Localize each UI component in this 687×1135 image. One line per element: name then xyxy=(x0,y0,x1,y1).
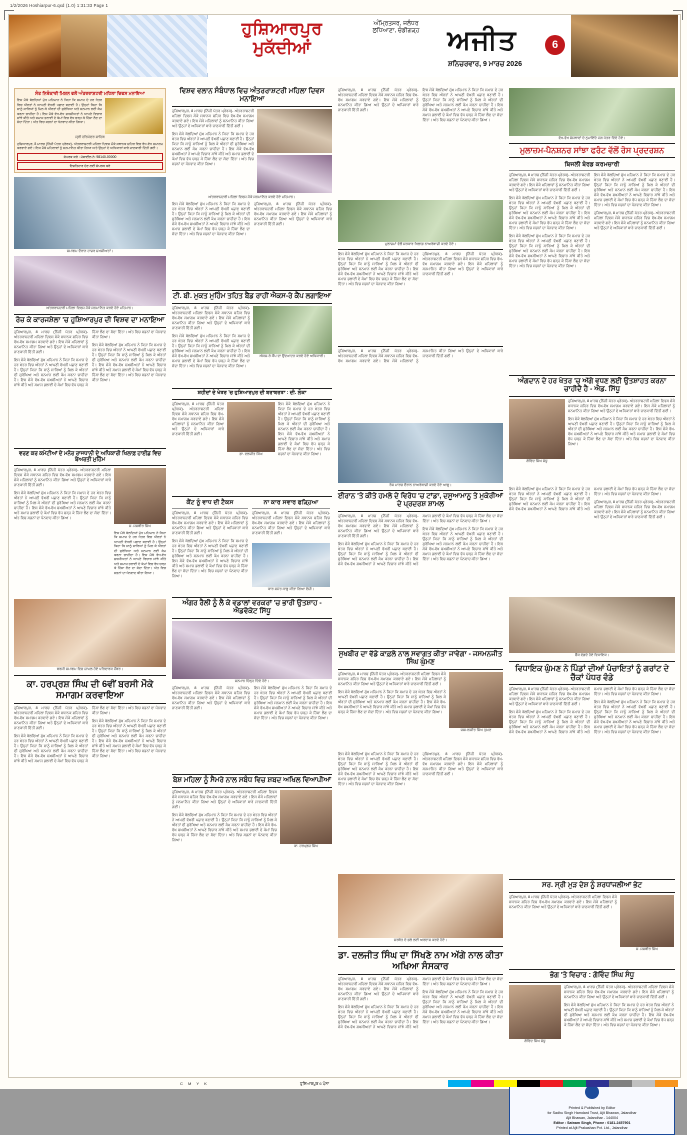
article-5-p1: ਇਸ ਮੌਕੇ ਬੋਲਦਿਆਂ ਮੁੱਖ ਮਹਿਮਾਨ ਨੇ ਕਿਹਾ ਕਿ ਸਮਾਜ ਦੇ ਹਰ ਖੇਤਰ ਵਿਚ ਔਰਤਾਂ ਨੇ ਆਪਣੀ ਵੱਖਰੀ ਪਛਾਣ ਬਣਾਈ ਹੈ। ਉਨ੍ਹਾਂ ਕਿਹਾ ਕਿ ਸਾਨੂੰ ਸਾਰਿਆਂ ਨੂੰ ਮਿਲ ਕੇ ਔਰਤਾਂ ਦੀ ਸੁਰੱਖਿਆ ਅਤੇ ਸਨਮਾਨ ਲਈ ਕੰਮ ਕਰਨਾ ਚਾਹੀਦਾ ਹੈ। ਇਸ ਮੌਕੇ ਵੱਖ-ਵੱਖ ਸ਼ਖਸੀਅਤਾਂ ਨੇ ਆਪਣੇ ਵਿਚਾਰ ਸਾਂਝੇ ਕੀਤੇ ਅਤੇ ਸਮਾਜ ਭਲਾਈ ਦੇ ਕੰਮਾਂ ਵਿਚ ਵੱਧ ਚੜ੍ਹ ਕੇ ਹਿੱਸਾ ਲੈਣ ਦਾ ਸੱਦਾ ਦਿੱਤਾ। ਅੰਤ ਵਿਚ ਸਭਨਾਂ ਦਾ ਧੰਨਵਾਦ ਕੀਤਾ ਗਿਆ। xyxy=(568,417,675,446)
news-photo-8 xyxy=(338,200,503,242)
article-1-lead: ਹੁਸ਼ਿਆਰਪੁਰ, 8 ਮਾਰਚ (ਨਿੱਜੀ ਪੱਤਰ ਪ੍ਰੇਰਕ)- ਅੰਤਰਰਾਸ਼ਟਰੀ ਮਹਿਲਾ ਦਿਵਸ ਮੌਕੇ ਸਥਾਨਕ ਸ਼ਹਿਰ ਵਿਚ ਵੱਖ-ਵੱਖ ਸਮਾਗਮ ਕਰਵਾਏ ਗਏ। ਇਸ ਮੌਕੇ ਮਹਿਲਾਵਾਂ ਨੂੰ ਸਨਮਾਨਿਤ ਕੀਤਾ ਗਿਆ ਅਤੇ ਉਨ੍ਹਾਂ ਦੇ ਅਧਿਕਾਰਾਂ ਬਾਰੇ ਜਾਣਕਾਰੀ ਦਿੱਤੀ ਗਈ। xyxy=(172,109,254,129)
portrait-7-name: ਗੋਵਿੰਦ ਸਿੰਘ ਸੰਧੂ xyxy=(524,1039,546,1044)
article-17-body xyxy=(338,977,503,1115)
article-5-p3: ਹੁਸ਼ਿਆਰਪੁਰ, 8 ਮਾਰਚ (ਨਿੱਜੀ ਪੱਤਰ ਪ੍ਰੇਰਕ)- ਅੰਤਰਰਾਸ਼ਟਰੀ ਮਹਿਲਾ ਦਿਵਸ ਮੌਕੇ ਸਥਾਨਕ ਸ਼ਹਿਰ ਵਿਚ ਵੱਖ-ਵੱਖ ਸਮਾਗਮ ਕਰਵਾਏ ਗਏ। ਇਸ ਮੌਕੇ ਮਹਿਲਾਵਾਂ ਨੂੰ ਸਨਮਾਨਿਤ ਕੀਤਾ ਗਿਆ ਅਤੇ ਉਨ੍ਹਾਂ ਦੇ ਅਧਿਕਾਰਾਂ ਬਾਰੇ ਜਾਣਕਾਰੀ ਦਿੱਤੀ ਗਈ। xyxy=(594,500,675,519)
article-7-p1: ਇਸ ਮੌਕੇ ਬੋਲਦਿਆਂ ਮੁੱਖ ਮਹਿਮਾਨ ਨੇ ਕਿਹਾ ਕਿ ਸਮਾਜ ਦੇ ਹਰ ਖੇਤਰ ਵਿਚ ਔਰਤਾਂ ਨੇ ਆਪਣੀ ਵੱਖਰੀ ਪਛਾਣ ਬਣਾਈ ਹੈ। ਉਨ੍ਹਾਂ ਕਿਹਾ ਕਿ ਸਾਨੂੰ ਸਾਰਿਆਂ ਨੂੰ ਮਿਲ ਕੇ ਔਰਤਾਂ ਦੀ ਸੁਰੱਖਿਆ ਅਤੇ ਸਨਮਾਨ ਲਈ ਕੰਮ ਕਰਨਾ ਚਾਹੀਦਾ ਹੈ। ਇਸ ਮੌਕੇ ਵੱਖ-ਵੱਖ ਸ਼ਖਸੀਅਤਾਂ ਨੇ ਆਪਣੇ ਵਿਚਾਰ ਸਾਂਝੇ ਕੀਤੇ ਅਤੇ ਸਮਾਜ ਭਲਾਈ ਦੇ ਕੰਮਾਂ ਵਿਚ ਵੱਧ ਚੜ੍ਹ ਕੇ ਹਿੱਸਾ ਲੈਣ ਦਾ ਸੱਦਾ ਦਿੱਤਾ। ਅੰਤ ਵਿਚ ਸਭਨਾਂ ਦਾ ਧੰਨਵਾਦ ਕੀਤਾ ਗਿਆ। xyxy=(172,538,248,578)
news-photo-12-caption: ਚੈੱਕ ਵੰਡਦੇ ਹੋਏ ਵਿਧਾਇਕ। xyxy=(574,653,610,657)
article-18-lead: ਹੁਸ਼ਿਆਰਪੁਰ, 8 ਮਾਰਚ (ਨਿੱਜੀ ਪੱਤਰ ਪ੍ਰੇਰਕ)- ਅੰਤਰਰਾਸ਼ਟਰੀ ਮਹਿਲਾ ਦਿਵਸ ਮੌਕੇ ਸਥਾਨਕ ਸ਼ਹਿਰ ਵਿਚ ਵੱਖ-ਵੱਖ ਸਮਾਗਮ ਕਰਵਾਏ ਗਏ। ਇਸ ਮੌਕੇ ਮਹਿਲਾਵਾਂ ਨੂੰ ਸਨਮਾਨਿਤ ਕੀਤਾ ਗਿਆ ਅਤੇ ਉਨ੍ਹਾਂ ਦੇ ਅਧਿਕਾਰਾਂ ਬਾਰੇ ਜਾਣਕਾਰੀ ਦਿੱਤੀ ਗਈ। xyxy=(564,985,674,1000)
article-10-side-text: ਇਸ ਮੌਕੇ ਬੋਲਦਿਆਂ ਮੁੱਖ ਮਹਿਮਾਨ ਨੇ ਕਿਹਾ ਕਿ ਸਮਾਜ ਦੇ ਹਰ ਖੇਤਰ ਵਿਚ ਔਰਤਾਂ ਨੇ ਆਪਣੀ ਵੱਖਰੀ ਪਛਾਣ ਬਣਾਈ ਹੈ। ਉਨ੍ਹਾਂ ਕਿਹਾ ਕਿ ਸਾਨੂੰ ਸਾਰਿਆਂ ਨੂੰ ਮਿਲ ਕੇ ਔਰਤਾਂ ਦੀ ਸੁਰੱਖਿਆ ਅਤੇ ਸਨਮਾਨ ਲਈ ਕੰਮ ਕਰਨਾ ਚਾਹੀਦਾ ਹੈ। ਇਸ ਮੌਕੇ ਵੱਖ-ਵੱਖ ਸ਼ਖਸੀਅਤਾਂ ਨੇ ਆਪਣੇ ਵਿਚਾਰ ਸਾਂਝੇ ਕੀਤੇ ਅਤੇ ਸਮਾਜ ਭਲਾਈ ਦੇ ਕੰਮਾਂ ਵਿਚ ਵੱਧ ਚੜ੍ਹ ਕੇ ਹਿੱਸਾ ਲੈਣ ਦਾ ਸੱਦਾ ਦਿੱਤਾ। ਅੰਤ ਵਿਚ ਸਭਨਾਂ ਦਾ ਧੰਨਵਾਦ ਕੀਤਾ ਗਿਆ। xyxy=(114,530,166,575)
portrait-photo-2 xyxy=(227,402,275,452)
article-15-p1: ਇਸ ਮੌਕੇ ਬੋਲਦਿਆਂ ਮੁੱਖ ਮਹਿਮਾਨ ਨੇ ਕਿਹਾ ਕਿ ਸਮਾਜ ਦੇ ਹਰ ਖੇਤਰ ਵਿਚ ਔਰਤਾਂ ਨੇ ਆਪਣੀ ਵੱਖਰੀ ਪਛਾਣ ਬਣਾਈ ਹੈ। ਉਨ੍ਹਾਂ ਕਿਹਾ ਕਿ ਸਾਨੂੰ ਸਾਰਿਆਂ ਨੂੰ ਮਿਲ ਕੇ ਔਰਤਾਂ ਦੀ ਸੁਰੱਖਿਆ ਅਤੇ ਸਨਮਾਨ ਲਈ ਕੰਮ ਕਰਨਾ ਚਾਹੀਦਾ ਹੈ। ਇਸ ਮੌਕੇ ਵੱਖ-ਵੱਖ ਸ਼ਖਸੀਅਤਾਂ ਨੇ ਆਪਣੇ ਵਿਚਾਰ ਸਾਂਝੇ ਕੀਤੇ ਅਤੇ ਸਮਾਜ ਭਲਾਈ ਦੇ ਕੰਮਾਂ ਵਿਚ ਵੱਧ ਚੜ੍ਹ ਕੇ ਹਿੱਸਾ ਲੈਣ ਦਾ ਸੱਦਾ ਦਿੱਤਾ। ਅੰਤ ਵਿਚ ਸਭਨਾਂ ਦਾ ਧੰਨਵਾਦ ਕੀਤਾ ਗਿਆ। xyxy=(14,706,166,764)
article-15-p2: ਇਸ ਮੌਕੇ ਬੋਲਦਿਆਂ ਮੁੱਖ ਮਹਿਮਾਨ ਨੇ ਕਿਹਾ ਕਿ ਸਮਾਜ ਦੇ ਹਰ ਖੇਤਰ ਵਿਚ ਔਰਤਾਂ ਨੇ ਆਪਣੀ ਵੱਖਰੀ ਪਛਾਣ ਬਣਾਈ ਹੈ। ਉਨ੍ਹਾਂ ਕਿਹਾ ਕਿ ਸਾਨੂੰ ਸਾਰਿਆਂ ਨੂੰ ਮਿਲ ਕੇ ਔਰਤਾਂ ਦੀ ਸੁਰੱਖਿਆ ਅਤੇ ਸਨਮਾਨ ਲਈ ਕੰਮ ਕਰਨਾ ਚਾਹੀਦਾ ਹੈ। ਇਸ ਮੌਕੇ ਵੱਖ-ਵੱਖ ਸ਼ਖਸੀਅਤਾਂ ਨੇ ਆਪਣੇ ਵਿਚਾਰ ਸਾਂਝੇ ਕੀਤੇ ਅਤੇ ਸਮਾਜ ਭਲਾਈ ਦੇ ਕੰਮਾਂ ਵਿਚ ਵੱਧ ਚੜ੍ਹ ਕੇ ਹਿੱਸਾ ਲੈਣ ਦਾ ਸੱਦਾ ਦਿੱਤਾ। ਅੰਤ ਵਿਚ ਸਭਨਾਂ ਦਾ ਧੰਨਵਾਦ ਕੀਤਾ ਗਿਆ। xyxy=(92,719,166,759)
article-2-p2: ਇਸ ਮੌਕੇ ਬੋਲਦਿਆਂ ਮੁੱਖ ਮਹਿਮਾਨ ਨੇ ਕਿਹਾ ਕਿ ਸਮਾਜ ਦੇ ਹਰ ਖੇਤਰ ਵਿਚ ਔਰਤਾਂ ਨੇ ਆਪਣੀ ਵੱਖਰੀ ਪਛਾਣ ਬਣਾਈ ਹੈ। ਉਨ੍ਹਾਂ ਕਿਹਾ ਕਿ ਸਾਨੂੰ ਸਾਰਿਆਂ ਨੂੰ ਮਿਲ ਕੇ ਔਰਤਾਂ ਦੀ ਸੁਰੱਖਿਆ ਅਤੇ ਸਨਮਾਨ ਲਈ ਕੰਮ ਕਰਨਾ ਚਾਹੀਦਾ ਹੈ। ਇਸ ਮੌਕੇ ਵੱਖ-ਵੱਖ ਸ਼ਖਸੀਅਤਾਂ ਨੇ ਆਪਣੇ ਵਿਚਾਰ ਸਾਂਝੇ ਕੀਤੇ ਅਤੇ ਸਮਾਜ ਭਲਾਈ ਦੇ ਕੰਮਾਂ ਵਿਚ ਵੱਧ ਚੜ੍ਹ ਕੇ ਹਿੱਸਾ ਲੈਣ ਦਾ ਸੱਦਾ ਦਿੱਤਾ। ਅੰਤ ਵਿਚ ਸਭਨਾਂ ਦਾ ਧੰਨਵਾਦ ਕੀਤਾ ਗਿਆ। xyxy=(509,233,590,268)
article-top-c3 xyxy=(338,88,503,200)
news-photo-9-caption: ਰੋਸ ਮਾਰਚ ਦੌਰਾਨ ਨਾਅਰੇਬਾਜ਼ੀ ਕਰਦੇ ਹੋਏ ਆਗੂ। xyxy=(389,482,452,487)
article-2-lead: ਹੁਸ਼ਿਆਰਪੁਰ, 8 ਮਾਰਚ (ਨਿੱਜੀ ਪੱਤਰ ਪ੍ਰੇਰਕ)- ਅੰਤਰਰਾਸ਼ਟਰੀ ਮਹਿਲਾ ਦਿਵਸ ਮੌਕੇ ਸਥਾਨਕ ਸ਼ਹਿਰ ਵਿਚ ਵੱਖ-ਵੱਖ ਸਮਾਗਮ ਕਰਵਾਏ ਗਏ। ਇਸ ਮੌਕੇ ਮਹਿਲਾਵਾਂ ਨੂੰ ਸਨਮਾਨਿਤ ਕੀਤਾ ਗਿਆ ਅਤੇ ਉਨ੍ਹਾਂ ਦੇ ਅਧਿਕਾਰਾਂ ਬਾਰੇ ਜਾਣਕਾਰੀ ਦਿੱਤੀ ਗਈ। xyxy=(509,172,590,192)
imprint-line4: Editor : Satnam Singh, Phone : 0181-2457901 xyxy=(553,1121,631,1126)
article-19-body xyxy=(14,330,166,446)
masthead-photo-left-2 xyxy=(61,15,107,77)
headline-12: ਸੁਖਬੀਰ ਦਾ ਵੱਡੇ ਕਾਫ਼ਲੇ ਨਾਲ ਸਵਾਗਤ ਕੀਤਾ ਜਾਵੇਗਾ - ਜਸਮਨਜੀਤ ਸਿੰਘ ਘੁੰਮਣ xyxy=(338,651,503,667)
article-19-p2: ਇਸ ਮੌਕੇ ਬੋਲਦਿਆਂ ਮੁੱਖ ਮਹਿਮਾਨ ਨੇ ਕਿਹਾ ਕਿ ਸਮਾਜ ਦੇ ਹਰ ਖੇਤਰ ਵਿਚ ਔਰਤਾਂ ਨੇ ਆਪਣੀ ਵੱਖਰੀ ਪਛਾਣ ਬਣਾਈ ਹੈ। ਉਨ੍ਹਾਂ ਕਿਹਾ ਕਿ ਸਾਨੂੰ ਸਾਰਿਆਂ ਨੂੰ ਮਿਲ ਕੇ ਔਰਤਾਂ ਦੀ ਸੁਰੱਖਿਆ ਅਤੇ ਸਨਮਾਨ ਲਈ ਕੰਮ ਕਰਨਾ ਚਾਹੀਦਾ ਹੈ। ਇਸ ਮੌਕੇ ਵੱਖ-ਵੱਖ ਸ਼ਖਸੀਅਤਾਂ ਨੇ ਆਪਣੇ ਵਿਚਾਰ ਸਾਂਝੇ ਕੀਤੇ ਅਤੇ ਸਮਾਜ ਭਲਾਈ ਦੇ ਕੰਮਾਂ ਵਿਚ ਵੱਧ ਚੜ੍ਹ ਕੇ ਹਿੱਸਾ ਲੈਣ ਦਾ ਸੱਦਾ ਦਿੱਤਾ। ਅੰਤ ਵਿਚ ਸਭਨਾਂ ਦਾ ਧੰਨਵਾਦ ਕੀਤਾ ਗਿਆ। xyxy=(92,342,166,382)
article-6-body xyxy=(172,402,224,494)
news-photo-10 xyxy=(338,874,503,938)
headline-5: ਅੰਗਦਾਨ ਦੇ ਹਰ ਖੇਤਰ 'ਚ ਅੱਗੇ ਵਧਣ ਲਈ ਉਤਸ਼ਾਹਤ ਕਰਨਾ ਚਾਹੀਦੈ ਹੈ - ਐਡ. ਸਿੱਧੂ xyxy=(517,377,667,393)
portrait-5-name: ਗੋਵਿੰਦ ਸਿੰਘ ਸੰਧੂ xyxy=(526,459,548,463)
portrait-4-name: ਜਸਮਨਜੀਤ ਸਿੰਘ ਘੁੰਮਣ xyxy=(460,728,492,733)
portrait-6-name: ਸ. ਜਸਬੀਰ ਸਿੰਘ xyxy=(636,947,658,952)
portrait-photo-1 xyxy=(114,468,166,524)
article-12-body xyxy=(338,672,446,750)
headline-15: ਕਾ. ਹਰਪ੍ਰਸ਼ ਸਿੰਘ ਦੀ 6ਵੀਂ ਬਰਸੀ ਮੌਕੇ ਸਮਾਗਮ ਕਰਵਾਇਆ xyxy=(26,678,154,700)
publisher-logo-icon xyxy=(585,1085,599,1099)
masthead-title-line1: ਹੁਸ਼ਿਆਰਪੁਰ xyxy=(241,19,323,38)
headline-4: ਟੀ. ਬੀ. ਮੁਕਤ ਮੁਹਿੰਮ ਤਹਿਤ ਬੈਂਡ ਰਾਹੀਂ ਐਕਸ-ਰੇ ਕੈਂਪ ਲਗਾਇਆ xyxy=(173,292,331,300)
article-9-lead: ਹੁਸ਼ਿਆਰਪੁਰ, 8 ਮਾਰਚ (ਨਿੱਜੀ ਪੱਤਰ ਪ੍ਰੇਰਕ)- ਅੰਤਰਰਾਸ਼ਟਰੀ ਮਹਿਲਾ ਦਿਵਸ ਮੌਕੇ ਸਥਾਨਕ ਸ਼ਹਿਰ ਵਿਚ ਵੱਖ-ਵੱਖ ਸਮਾਗਮ ਕਰਵਾਏ ਗਏ। ਇਸ ਮੌਕੇ ਮਹਿਲਾਵਾਂ ਨੂੰ ਸਨਮਾਨਿਤ ਕੀਤਾ ਗਿਆ ਅਤੇ ਉਨ੍ਹਾਂ ਦੇ ਅਧਿਕਾਰਾਂ ਬਾਰੇ ਜਾਣਕਾਰੀ ਦਿੱਤੀ ਗਈ। xyxy=(338,514,419,539)
news-photo-8-caption: ਮੁਲਾਜ਼ਮਾਂ ਵੱਲੋਂ ਸਰਕਾਰ ਖਿਲਾਫ਼ ਨਾਅਰੇਬਾਜ਼ੀ ਕਰਦੇ ਹੋਏ। xyxy=(384,242,457,246)
article-9-body xyxy=(338,514,503,646)
article-6-body-2: ਇਸ ਮੌਕੇ ਬੋਲਦਿਆਂ ਮੁੱਖ ਮਹਿਮਾਨ ਨੇ ਕਿਹਾ ਕਿ ਸਮਾਜ ਦੇ ਹਰ ਖੇਤਰ ਵਿਚ ਔਰਤਾਂ ਨੇ ਆਪਣੀ ਵੱਖਰੀ ਪਛਾਣ ਬਣਾਈ ਹੈ। ਉਨ੍ਹਾਂ ਕਿਹਾ ਕਿ ਸਾਨੂੰ ਸਾਰਿਆਂ ਨੂੰ ਮਿਲ ਕੇ ਔਰਤਾਂ ਦੀ ਸੁਰੱਖਿਆ ਅਤੇ ਸਨਮਾਨ ਲਈ ਕੰਮ ਕਰਨਾ ਚਾਹੀਦਾ ਹੈ। ਇਸ ਮੌਕੇ ਵੱਖ-ਵੱਖ ਸ਼ਖਸੀਅਤਾਂ ਨੇ ਆਪਣੇ ਵਿਚਾਰ ਸਾਂਝੇ ਕੀਤੇ ਅਤੇ ਸਮਾਜ ਭਲਾਈ ਦੇ ਕੰਮਾਂ ਵਿਚ ਵੱਧ ਚੜ੍ਹ ਕੇ ਹਿੱਸਾ ਲੈਣ ਦਾ ਸੱਦਾ ਦਿੱਤਾ। ਅੰਤ ਵਿਚ ਸਭਨਾਂ ਦਾ ਧੰਨਵਾਦ ਕੀਤਾ ਗਿਆ। xyxy=(278,401,330,456)
imprint-line1: Printed & Published by Editor xyxy=(568,1106,616,1111)
ad-block-top-left xyxy=(14,88,166,173)
ad-photo-golden-temple xyxy=(105,98,163,134)
article-10-lead: ਹੁਸ਼ਿਆਰਪੁਰ, 8 ਮਾਰਚ (ਨਿੱਜੀ ਪੱਤਰ ਪ੍ਰੇਰਕ)- ਅੰਤਰਰਾਸ਼ਟਰੀ ਮਹਿਲਾ ਦਿਵਸ ਮੌਕੇ ਸਥਾਨਕ ਸ਼ਹਿਰ ਵਿਚ ਵੱਖ-ਵੱਖ ਸਮਾਗਮ ਕਰਵਾਏ ਗਏ। ਇਸ ਮੌਕੇ ਮਹਿਲਾਵਾਂ ਨੂੰ ਸਨਮਾਨਿਤ ਕੀਤਾ ਗਿਆ ਅਤੇ ਉਨ੍ਹਾਂ ਦੇ ਅਧਿਕਾਰਾਂ ਬਾਰੇ ਜਾਣਕਾਰੀ ਦਿੱਤੀ ਗਈ। xyxy=(14,468,111,488)
article-11-body xyxy=(172,686,332,772)
portrait-photo-7 xyxy=(509,985,561,1039)
article-c3-2-p2: ਹੁਸ਼ਿਆਰਪੁਰ, 8 ਮਾਰਚ (ਨਿੱਜੀ ਪੱਤਰ ਪ੍ਰੇਰਕ)- ਅੰਤਰਰਾਸ਼ਟਰੀ ਮਹਿਲਾ ਦਿਵਸ ਮੌਕੇ ਸਥਾਨਕ ਸ਼ਹਿਰ ਵਿਚ ਵੱਖ-ਵੱਖ ਸਮਾਗਮ ਕਰਵਾਏ ਗਏ। ਇਸ ਮੌਕੇ ਮਹਿਲਾਵਾਂ ਨੂੰ ਸਨਮਾਨਿਤ ਕੀਤਾ ਗਿਆ ਅਤੇ ਉਨ੍ਹਾਂ ਦੇ ਅਧਿਕਾਰਾਂ ਬਾਰੇ ਜਾਣਕਾਰੀ ਦਿੱਤੀ ਗਈ। xyxy=(422,251,503,276)
article-17-lead: ਹੁਸ਼ਿਆਰਪੁਰ, 8 ਮਾਰਚ (ਨਿੱਜੀ ਪੱਤਰ ਪ੍ਰੇਰਕ)- ਅੰਤਰਰਾਸ਼ਟਰੀ ਮਹਿਲਾ ਦਿਵਸ ਮੌਕੇ ਸਥਾਨਕ ਸ਼ਹਿਰ ਵਿਚ ਵੱਖ-ਵੱਖ ਸਮਾਗਮ ਕਰਵਾਏ ਗਏ। ਇਸ ਮੌਕੇ ਮਹਿਲਾਵਾਂ ਨੂੰ ਸਨਮਾਨਿਤ ਕੀਤਾ ਗਿਆ ਅਤੇ ਉਨ੍ਹਾਂ ਦੇ ਅਧਿਕਾਰਾਂ ਬਾਰੇ ਜਾਣਕਾਰੀ ਦਿੱਤੀ ਗਈ। xyxy=(338,977,419,1002)
news-photo-1 xyxy=(14,177,166,249)
article-10-body xyxy=(14,468,111,596)
imprint-line5: Printed at Ajit Prakashan Pvt. Ltd., Jalandhar xyxy=(556,1126,628,1131)
article-2-body xyxy=(509,173,590,373)
news-photo-7-caption: ਸਨਮਾਨ ਚਿੰਨ੍ਹ ਦਿੰਦੇ ਹੋਏ। xyxy=(234,678,270,683)
news-photo-6-caption: ਐਕਸ-ਰੇ ਕੈਂਪ ਦਾ ਉਦਘਾਟਨ ਕਰਦੇ ਹੋਏ ਅਧਿਕਾਰੀ। xyxy=(259,353,326,358)
news-photo-11 xyxy=(509,88,675,136)
headline-10: ਵਰਣ ਕਰ ਕਮੇਟੀਆਂ ਦੇ ਮਨੋਰ ਰਾਜਧਾਨੀ ਦੇ ਅਧਿਕਾਰੀ ਖਿਲਾਫ਼ ਹਾਈਡ ਵਿਚ ਬੇਅਰਤੀ ਮੁਹਿੰਮ xyxy=(18,450,162,464)
article-5-cont xyxy=(509,487,675,595)
ad-title: ਸੰਤ ਨਿਰੰਕਾਰੀ ਮਿਸ਼ਨ ਵਲੋਂ ਅੰਤਰਰਾਸ਼ਟਰੀ ਮਹਿਲਾ ਦਿਵਸ ਮਨਾਇਆ xyxy=(35,91,145,96)
news-photo-2 xyxy=(14,256,166,306)
article-7-body xyxy=(172,511,248,595)
article-12-p3: ਹੁਸ਼ਿਆਰਪੁਰ, 8 ਮਾਰਚ (ਨਿੱਜੀ ਪੱਤਰ ਪ੍ਰੇਰਕ)- ਅੰਤਰਰਾਸ਼ਟਰੀ ਮਹਿਲਾ ਦਿਵਸ ਮੌਕੇ ਸਥਾਨਕ ਸ਼ਹਿਰ ਵਿਚ ਵੱਖ-ਵੱਖ ਸਮਾਗਮ ਕਰਵਾਏ ਗਏ। ਇਸ ਮੌਕੇ ਮਹਿਲਾਵਾਂ ਨੂੰ ਸਨਮਾਨਿਤ ਕੀਤਾ ਗਿਆ ਅਤੇ ਉਨ੍ਹਾਂ ਦੇ ਅਧਿਕਾਰਾਂ ਬਾਰੇ ਜਾਣਕਾਰੀ ਦਿੱਤੀ ਗਈ। xyxy=(422,752,503,777)
masthead-pattern xyxy=(107,15,208,77)
headline-2: ਮੁਲਾਜ਼ਮ-ਪੈਨਸ਼ਨਰ ਸਾਂਝਾ ਫਰੰਟ ਵੱਲੋਂ ਰੋਸ ਪ੍ਰਦਰਸ਼ਨ xyxy=(519,145,665,155)
article-12-lead: ਹੁਸ਼ਿਆਰਪੁਰ, 8 ਮਾਰਚ (ਨਿੱਜੀ ਪੱਤਰ ਪ੍ਰੇਰਕ)- ਅੰਤਰਰਾਸ਼ਟਰੀ ਮਹਿਲਾ ਦਿਵਸ ਮੌਕੇ ਸਥਾਨਕ ਸ਼ਹਿਰ ਵਿਚ ਵੱਖ-ਵੱਖ ਸਮਾਗਮ ਕਰਵਾਏ ਗਏ। ਇਸ ਮੌਕੇ ਮਹਿਲਾਵਾਂ ਨੂੰ ਸਨਮਾਨਿਤ ਕੀਤਾ ਗਿਆ ਅਤੇ ਉਨ੍ਹਾਂ ਦੇ ਅਧਿਕਾਰਾਂ ਬਾਰੇ ਜਾਣਕਾਰੀ ਦਿੱਤੀ ਗਈ। xyxy=(338,672,446,687)
article-10-p1: ਇਸ ਮੌਕੇ ਬੋਲਦਿਆਂ ਮੁੱਖ ਮਹਿਮਾਨ ਨੇ ਕਿਹਾ ਕਿ ਸਮਾਜ ਦੇ ਹਰ ਖੇਤਰ ਵਿਚ ਔਰਤਾਂ ਨੇ ਆਪਣੀ ਵੱਖਰੀ ਪਛਾਣ ਬਣਾਈ ਹੈ। ਉਨ੍ਹਾਂ ਕਿਹਾ ਕਿ ਸਾਨੂੰ ਸਾਰਿਆਂ ਨੂੰ ਮਿਲ ਕੇ ਔਰਤਾਂ ਦੀ ਸੁਰੱਖਿਆ ਅਤੇ ਸਨਮਾਨ ਲਈ ਕੰਮ ਕਰਨਾ ਚਾਹੀਦਾ ਹੈ। ਇਸ ਮੌਕੇ ਵੱਖ-ਵੱਖ ਸ਼ਖਸੀਅਤਾਂ ਨੇ ਆਪਣੇ ਵਿਚਾਰ ਸਾਂਝੇ ਕੀਤੇ ਅਤੇ ਸਮਾਜ ਭਲਾਈ ਦੇ ਕੰਮਾਂ ਵਿਚ ਵੱਧ ਚੜ੍ਹ ਕੇ ਹਿੱਸਾ ਲੈਣ ਦਾ ਸੱਦਾ ਦਿੱਤਾ। ਅੰਤ ਵਿਚ ਸਭਨਾਂ ਦਾ ਧੰਨਵਾਦ ਕੀਤਾ ਗਿਆ। xyxy=(14,491,111,521)
article-9-p2: ਇਸ ਮੌਕੇ ਬੋਲਦਿਆਂ ਮੁੱਖ ਮਹਿਮਾਨ ਨੇ ਕਿਹਾ ਕਿ ਸਮਾਜ ਦੇ ਹਰ ਖੇਤਰ ਵਿਚ ਔਰਤਾਂ ਨੇ ਆਪਣੀ ਵੱਖਰੀ ਪਛਾਣ ਬਣਾਈ ਹੈ। ਉਨ੍ਹਾਂ ਕਿਹਾ ਕਿ ਸਾਨੂੰ ਸਾਰਿਆਂ ਨੂੰ ਮਿਲ ਕੇ ਔਰਤਾਂ ਦੀ ਸੁਰੱਖਿਆ ਅਤੇ ਸਨਮਾਨ ਲਈ ਕੰਮ ਕਰਨਾ ਚਾਹੀਦਾ ਹੈ। ਇਸ ਮੌਕੇ ਵੱਖ-ਵੱਖ ਸ਼ਖਸੀਅਤਾਂ ਨੇ ਆਪਣੇ ਵਿਚਾਰ ਸਾਂਝੇ ਕੀਤੇ ਅਤੇ ਸਮਾਜ ਭਲਾਈ ਦੇ ਕੰਮਾਂ ਵਿਚ ਵੱਧ ਚੜ੍ਹ ਕੇ ਹਿੱਸਾ ਲੈਣ ਦਾ ਸੱਦਾ ਦਿੱਤਾ। ਅੰਤ ਵਿਚ ਸਭਨਾਂ ਦਾ ਧੰਨਵਾਦ ਕੀਤਾ ਗਿਆ। xyxy=(422,527,503,562)
article-13-p1: ਇਸ ਮੌਕੇ ਬੋਲਦਿਆਂ ਮੁੱਖ ਮਹਿਮਾਨ ਨੇ ਕਿਹਾ ਕਿ ਸਮਾਜ ਦੇ ਹਰ ਖੇਤਰ ਵਿਚ ਔਰਤਾਂ ਨੇ ਆਪਣੀ ਵੱਖਰੀ ਪਛਾਣ ਬਣਾਈ ਹੈ। ਉਨ੍ਹਾਂ ਕਿਹਾ ਕਿ ਸਾਨੂੰ ਸਾਰਿਆਂ ਨੂੰ ਮਿਲ ਕੇ ਔਰਤਾਂ ਦੀ ਸੁਰੱਖਿਆ ਅਤੇ ਸਨਮਾਨ ਲਈ ਕੰਮ ਕਰਨਾ ਚਾਹੀਦਾ ਹੈ। ਇਸ ਮੌਕੇ ਵੱਖ-ਵੱਖ ਸ਼ਖਸੀਅਤਾਂ ਨੇ ਆਪਣੇ ਵਿਚਾਰ ਸਾਂਝੇ ਕੀਤੇ ਅਤੇ ਸਮਾਜ ਭਲਾਈ ਦੇ ਕੰਮਾਂ ਵਿਚ ਵੱਧ ਚੜ੍ਹ ਕੇ ਹਿੱਸਾ ਲੈਣ ਦਾ ਸੱਦਾ ਦਿੱਤਾ। ਅੰਤ ਵਿਚ ਸਭਨਾਂ ਦਾ ਧੰਨਵਾਦ ਕੀਤਾ ਗਿਆ। xyxy=(509,686,675,734)
portrait-photo-6 xyxy=(620,895,674,947)
article-c3-3-p1: ਹੁਸ਼ਿਆਰਪੁਰ, 8 ਮਾਰਚ (ਨਿੱਜੀ ਪੱਤਰ ਪ੍ਰੇਰਕ)- ਅੰਤਰਰਾਸ਼ਟਰੀ ਮਹਿਲਾ ਦਿਵਸ ਮੌਕੇ ਸਥਾਨਕ ਸ਼ਹਿਰ ਵਿਚ ਵੱਖ-ਵੱਖ ਸਮਾਗਮ ਕਰਵਾਏ ਗਏ। ਇਸ ਮੌਕੇ ਮਹਿਲਾਵਾਂ ਨੂੰ ਸਨਮਾਨਿਤ ਕੀਤਾ ਗਿਆ ਅਤੇ ਉਨ੍ਹਾਂ ਦੇ ਅਧਿਕਾਰਾਂ ਬਾਰੇ ਜਾਣਕਾਰੀ ਦਿੱਤੀ ਗਈ। xyxy=(338,348,503,363)
article-18-p1: ਇਸ ਮੌਕੇ ਬੋਲਦਿਆਂ ਮੁੱਖ ਮਹਿਮਾਨ ਨੇ ਕਿਹਾ ਕਿ ਸਮਾਜ ਦੇ ਹਰ ਖੇਤਰ ਵਿਚ ਔਰਤਾਂ ਨੇ ਆਪਣੀ ਵੱਖਰੀ ਪਛਾਣ ਬਣਾਈ ਹੈ। ਉਨ੍ਹਾਂ ਕਿਹਾ ਕਿ ਸਾਨੂੰ ਸਾਰਿਆਂ ਨੂੰ ਮਿਲ ਕੇ ਔਰਤਾਂ ਦੀ ਸੁਰੱਖਿਆ ਅਤੇ ਸਨਮਾਨ ਲਈ ਕੰਮ ਕਰਨਾ ਚਾਹੀਦਾ ਹੈ। ਇਸ ਮੌਕੇ ਵੱਖ-ਵੱਖ ਸ਼ਖਸੀਅਤਾਂ ਨੇ ਆਪਣੇ ਵਿਚਾਰ ਸਾਂਝੇ ਕੀਤੇ ਅਤੇ ਸਮਾਜ ਭਲਾਈ ਦੇ ਕੰਮਾਂ ਵਿਚ ਵੱਧ ਚੜ੍ਹ ਕੇ ਹਿੱਸਾ ਲੈਣ ਦਾ ਸੱਦਾ ਦਿੱਤਾ। ਅੰਤ ਵਿਚ ਸਭਨਾਂ ਦਾ ਧੰਨਵਾਦ ਕੀਤਾ ਗਿਆ। xyxy=(564,1003,674,1028)
imprint-box xyxy=(509,1081,675,1135)
article-11-lead: ਹੁਸ਼ਿਆਰਪੁਰ, 8 ਮਾਰਚ (ਨਿੱਜੀ ਪੱਤਰ ਪ੍ਰੇਰਕ)- ਅੰਤਰਰਾਸ਼ਟਰੀ ਮਹਿਲਾ ਦਿਵਸ ਮੌਕੇ ਸਥਾਨਕ ਸ਼ਹਿਰ ਵਿਚ ਵੱਖ-ਵੱਖ ਸਮਾਗਮ ਕਰਵਾਏ ਗਏ। ਇਸ ਮੌਕੇ ਮਹਿਲਾਵਾਂ ਨੂੰ ਸਨਮਾਨਿਤ ਕੀਤਾ ਗਿਆ ਅਤੇ ਉਨ੍ਹਾਂ ਦੇ ਅਧਿਕਾਰਾਂ ਬਾਰੇ ਜਾਣਕਾਰੀ ਦਿੱਤੀ ਗਈ। xyxy=(172,685,250,710)
article-1-body xyxy=(172,109,254,195)
news-photo-12 xyxy=(509,597,675,653)
article-13-lead: ਹੁਸ਼ਿਆਰਪੁਰ, 8 ਮਾਰਚ (ਨਿੱਜੀ ਪੱਤਰ ਪ੍ਰੇਰਕ)- ਅੰਤਰਰਾਸ਼ਟਰੀ ਮਹਿਲਾ ਦਿਵਸ ਮੌਕੇ ਸਥਾਨਕ ਸ਼ਹਿਰ ਵਿਚ ਵੱਖ-ਵੱਖ ਸਮਾਗਮ ਕਰਵਾਏ ਗਏ। ਇਸ ਮੌਕੇ ਮਹਿਲਾਵਾਂ ਨੂੰ ਸਨਮਾਨਿਤ ਕੀਤਾ ਗਿਆ ਅਤੇ ਉਨ੍ਹਾਂ ਦੇ ਅਧਿਕਾਰਾਂ ਬਾਰੇ ਜਾਣਕਾਰੀ ਦਿੱਤੀ ਗਈ। xyxy=(509,686,590,706)
article-13-body xyxy=(509,687,675,877)
column-2 xyxy=(172,88,332,886)
page-number-badge: 6 xyxy=(545,35,565,55)
page-tag: ਹੁਸ਼ਿਆਰਪੁਰ 6 ਪੰਨਾ xyxy=(300,1081,329,1086)
imprint-line3: Ajit Bhawan, Jalandhar - 144004 xyxy=(566,1116,618,1121)
news-photo-6 xyxy=(253,306,332,354)
column-3 xyxy=(338,88,503,1115)
headline-8: ਨਾ ਕਾਰ ਸਵਾਰ ਫੜ੍ਹਿਆ xyxy=(263,498,319,506)
news-photo-car xyxy=(252,543,330,587)
masthead-edition-line1: ਅੰਮ੍ਰਿਤਸਰ, ਜਲੰਧਰ xyxy=(373,21,419,27)
color-registration-bar xyxy=(448,1080,678,1087)
news-photo-5 xyxy=(257,155,332,193)
article-5-p2: ਇਸ ਮੌਕੇ ਬੋਲਦਿਆਂ ਮੁੱਖ ਮਹਿਮਾਨ ਨੇ ਕਿਹਾ ਕਿ ਸਮਾਜ ਦੇ ਹਰ ਖੇਤਰ ਵਿਚ ਔਰਤਾਂ ਨੇ ਆਪਣੀ ਵੱਖਰੀ ਪਛਾਣ ਬਣਾਈ ਹੈ। ਉਨ੍ਹਾਂ ਕਿਹਾ ਕਿ ਸਾਨੂੰ ਸਾਰਿਆਂ ਨੂੰ ਮਿਲ ਕੇ ਔਰਤਾਂ ਦੀ ਸੁਰੱਖਿਆ ਅਤੇ ਸਨਮਾਨ ਲਈ ਕੰਮ ਕਰਨਾ ਚਾਹੀਦਾ ਹੈ। ਇਸ ਮੌਕੇ ਵੱਖ-ਵੱਖ ਸ਼ਖਸੀਅਤਾਂ ਨੇ ਆਪਣੇ ਵਿਚਾਰ ਸਾਂਝੇ ਕੀਤੇ ਅਤੇ ਸਮਾਜ ਭਲਾਈ ਦੇ ਕੰਮਾਂ ਵਿਚ ਵੱਧ ਚੜ੍ਹ ਕੇ ਹਿੱਸਾ ਲੈਣ ਦਾ ਸੱਦਾ ਦਿੱਤਾ। ਅੰਤ ਵਿਚ ਸਭਨਾਂ ਦਾ ਧੰਨਵਾਦ ਕੀਤਾ ਗਿਆ। xyxy=(509,487,675,511)
article-1-cont xyxy=(172,202,332,288)
article-17-p1: ਇਸ ਮੌਕੇ ਬੋਲਦਿਆਂ ਮੁੱਖ ਮਹਿਮਾਨ ਨੇ ਕਿਹਾ ਕਿ ਸਮਾਜ ਦੇ ਹਰ ਖੇਤਰ ਵਿਚ ਔਰਤਾਂ ਨੇ ਆਪਣੀ ਵੱਖਰੀ ਪਛਾਣ ਬਣਾਈ ਹੈ। ਉਨ੍ਹਾਂ ਕਿਹਾ ਕਿ ਸਾਨੂੰ ਸਾਰਿਆਂ ਨੂੰ ਮਿਲ ਕੇ ਔਰਤਾਂ ਦੀ ਸੁਰੱਖਿਆ ਅਤੇ ਸਨਮਾਨ ਲਈ ਕੰਮ ਕਰਨਾ ਚਾਹੀਦਾ ਹੈ। ਇਸ ਮੌਕੇ ਵੱਖ-ਵੱਖ ਸ਼ਖਸੀਅਤਾਂ ਨੇ ਆਪਣੇ ਵਿਚਾਰ ਸਾਂਝੇ ਕੀਤੇ ਅਤੇ ਸਮਾਜ ਭਲਾਈ ਦੇ ਕੰਮਾਂ ਵਿਚ ਵੱਧ ਚੜ੍ਹ ਕੇ ਹਿੱਸਾ ਲੈਣ ਦਾ ਸੱਦਾ ਦਿੱਤਾ। ਅੰਤ ਵਿਚ ਸਭਨਾਂ ਦਾ ਧੰਨਵਾਦ ਕੀਤਾ ਗਿਆ। xyxy=(338,977,503,1030)
article-15-lead: ਹੁਸ਼ਿਆਰਪੁਰ, 8 ਮਾਰਚ (ਨਿੱਜੀ ਪੱਤਰ ਪ੍ਰੇਰਕ)- ਅੰਤਰਰਾਸ਼ਟਰੀ ਮਹਿਲਾ ਦਿਵਸ ਮੌਕੇ ਸਥਾਨਕ ਸ਼ਹਿਰ ਵਿਚ ਵੱਖ-ਵੱਖ ਸਮਾਗਮ ਕਰਵਾਏ ਗਏ। ਇਸ ਮੌਕੇ ਮਹਿਲਾਵਾਂ ਨੂੰ ਸਨਮਾਨਿਤ ਕੀਤਾ ਗਿਆ ਅਤੇ ਉਨ੍ਹਾਂ ਦੇ ਅਧਿਕਾਰਾਂ ਬਾਰੇ ਜਾਣਕਾਰੀ ਦਿੱਤੀ ਗਈ। xyxy=(14,706,88,731)
article-11-p1: ਇਸ ਮੌਕੇ ਬੋਲਦਿਆਂ ਮੁੱਖ ਮਹਿਮਾਨ ਨੇ ਕਿਹਾ ਕਿ ਸਮਾਜ ਦੇ ਹਰ ਖੇਤਰ ਵਿਚ ਔਰਤਾਂ ਨੇ ਆਪਣੀ ਵੱਖਰੀ ਪਛਾਣ ਬਣਾਈ ਹੈ। ਉਨ੍ਹਾਂ ਕਿਹਾ ਕਿ ਸਾਨੂੰ ਸਾਰਿਆਂ ਨੂੰ ਮਿਲ ਕੇ ਔਰਤਾਂ ਦੀ ਸੁਰੱਖਿਆ ਅਤੇ ਸਨਮਾਨ ਲਈ ਕੰਮ ਕਰਨਾ ਚਾਹੀਦਾ ਹੈ। ਇਸ ਮੌਕੇ ਵੱਖ-ਵੱਖ ਸ਼ਖਸੀਅਤਾਂ ਨੇ ਆਪਣੇ ਵਿਚਾਰ ਸਾਂਝੇ ਕੀਤੇ ਅਤੇ ਸਮਾਜ ਭਲਾਈ ਦੇ ਕੰਮਾਂ ਵਿਚ ਵੱਧ ਚੜ੍ਹ ਕੇ ਹਿੱਸਾ ਲੈਣ ਦਾ ਸੱਦਾ ਦਿੱਤਾ। ਅੰਤ ਵਿਚ ਸਭਨਾਂ ਦਾ ਧੰਨਵਾਦ ਕੀਤਾ ਗਿਆ। xyxy=(254,685,332,720)
article-7-lead: ਹੁਸ਼ਿਆਰਪੁਰ, 8 ਮਾਰਚ (ਨਿੱਜੀ ਪੱਤਰ ਪ੍ਰੇਰਕ)- ਅੰਤਰਰਾਸ਼ਟਰੀ ਮਹਿਲਾ ਦਿਵਸ ਮੌਕੇ ਸਥਾਨਕ ਸ਼ਹਿਰ ਵਿਚ ਵੱਖ-ਵੱਖ ਸਮਾਗਮ ਕਰਵਾਏ ਗਏ। ਇਸ ਮੌਕੇ ਮਹਿਲਾਵਾਂ ਨੂੰ ਸਨਮਾਨਿਤ ਕੀਤਾ ਗਿਆ ਅਤੇ ਉਨ੍ਹਾਂ ਦੇ ਅਧਿਕਾਰਾਂ ਬਾਰੇ ਜਾਣਕਾਰੀ ਦਿੱਤੀ ਗਈ। xyxy=(172,510,248,535)
article-15-body xyxy=(14,706,166,854)
ad-contact-box-2: ਇਸ਼ਤਿਹਾਰ ਦੇਣ ਲਈ ਸੰਪਰਕ ਕਰੋ xyxy=(17,162,163,170)
news-photo-9 xyxy=(338,423,503,483)
headline-9: ਈਰਾਨ 'ਤੇ ਕੀਤੇ ਹਮਲੇ ਦੇ ਵਿਰੋਧ 'ਚ ਟਾਂਡਾ, ਦਸੂਆਮਾਨੂ ਤੇ ਮੁਕੇਰੀਆਂ ਦੇ ਪ੍ਰਦਰਸ਼ ਸ਼ਾਮਲ xyxy=(338,493,504,509)
masthead-title xyxy=(207,19,357,73)
article-c3-2 xyxy=(338,252,503,344)
ad-text: ਇਸ ਮੌਕੇ ਬੋਲਦਿਆਂ ਮੁੱਖ ਮਹਿਮਾਨ ਨੇ ਕਿਹਾ ਕਿ ਸਮਾਜ ਦੇ ਹਰ ਖੇਤਰ ਵਿਚ ਔਰਤਾਂ ਨੇ ਆਪਣੀ ਵੱਖਰੀ ਪਛਾਣ ਬਣਾਈ ਹੈ। ਉਨ੍ਹਾਂ ਕਿਹਾ ਕਿ ਸਾਨੂੰ ਸਾਰਿਆਂ ਨੂੰ ਮਿਲ ਕੇ ਔਰਤਾਂ ਦੀ ਸੁਰੱਖਿਆ ਅਤੇ ਸਨਮਾਨ ਲਈ ਕੰਮ ਕਰਨਾ ਚਾਹੀਦਾ ਹੈ। ਇਸ ਮੌਕੇ ਵੱਖ-ਵੱਖ ਸ਼ਖਸੀਅਤਾਂ ਨੇ ਆਪਣੇ ਵਿਚਾਰ ਸਾਂਝੇ ਕੀਤੇ ਅਤੇ ਸਮਾਜ ਭਲਾਈ ਦੇ ਕੰਮਾਂ ਵਿਚ ਵੱਧ ਚੜ੍ਹ ਕੇ ਹਿੱਸਾ ਲੈਣ ਦਾ ਸੱਦਾ ਦਿੱਤਾ। ਅੰਤ ਵਿਚ ਸਭਨਾਂ ਦਾ ਧੰਨਵਾਦ ਕੀਤਾ ਗਿਆ। xyxy=(17,98,102,125)
ad-contact-box: ਸੰਪਰਕ ਕਰੋ : ਮੋਬਾਈਲ ਨੰ: 98140-00000 xyxy=(17,153,163,161)
news-photo-11-caption: ਵੱਖ-ਵੱਖ ਸੰਸਥਾਵਾਂ ਦੇ ਨੁਮਾਇੰਦੇ ਮੰਗ ਪੱਤਰ ਦਿੰਦੇ ਹੋਏ। xyxy=(558,136,626,140)
portrait-1-name: ਸ. ਜਸਬੀਰ ਸਿੰਘ xyxy=(129,524,151,529)
article-4-p1: ਇਸ ਮੌਕੇ ਬੋਲਦਿਆਂ ਮੁੱਖ ਮਹਿਮਾਨ ਨੇ ਕਿਹਾ ਕਿ ਸਮਾਜ ਦੇ ਹਰ ਖੇਤਰ ਵਿਚ ਔਰਤਾਂ ਨੇ ਆਪਣੀ ਵੱਖਰੀ ਪਛਾਣ ਬਣਾਈ ਹੈ। ਉਨ੍ਹਾਂ ਕਿਹਾ ਕਿ ਸਾਨੂੰ ਸਾਰਿਆਂ ਨੂੰ ਮਿਲ ਕੇ ਔਰਤਾਂ ਦੀ ਸੁਰੱਖਿਆ ਅਤੇ ਸਨਮਾਨ ਲਈ ਕੰਮ ਕਰਨਾ ਚਾਹੀਦਾ ਹੈ। ਇਸ ਮੌਕੇ ਵੱਖ-ਵੱਖ ਸ਼ਖਸੀਅਤਾਂ ਨੇ ਆਪਣੇ ਵਿਚਾਰ ਸਾਂਝੇ ਕੀਤੇ ਅਤੇ ਸਮਾਜ ਭਲਾਈ ਦੇ ਕੰਮਾਂ ਵਿਚ ਵੱਧ ਚੜ੍ਹ ਕੇ ਹਿੱਸਾ ਲੈਣ ਦਾ ਸੱਦਾ ਦਿੱਤਾ। ਅੰਤ ਵਿਚ ਸਭਨਾਂ ਦਾ ਧੰਨਵਾਦ ਕੀਤਾ ਗਿਆ। xyxy=(172,333,250,368)
headline-13: ਵਿਧਾਇਕ ਘੁੰਮਣ ਨੇ ਪਿੰਡਾਂ ਦੀਆਂ ਪੰਚਾਇਤਾਂ ਨੂੰ ਗਰਾਂਟ ਦੇ ਚੈੱਕਾਂ ਪੱਧਰ ਵੰਡੇ xyxy=(515,663,669,682)
headline-7: ਕੈਂਟ ਨੂੰ ਵਾਧ ਦੀ ਟੈਕਸ xyxy=(186,498,234,506)
headline-14: ਸਰ. ਸ੍ਰੀ ਮੁੜ ਦੇਸ਼ ਨੂੰ ਸ਼ਰਧਾਂਜਲੀਆਂ ਭੇਟ xyxy=(542,881,642,889)
article-3-p1: ਇਸ ਮੌਕੇ ਬੋਲਦਿਆਂ ਮੁੱਖ ਮਹਿਮਾਨ ਨੇ ਕਿਹਾ ਕਿ ਸਮਾਜ ਦੇ ਹਰ ਖੇਤਰ ਵਿਚ ਔਰਤਾਂ ਨੇ ਆਪਣੀ ਵੱਖਰੀ ਪਛਾਣ ਬਣਾਈ ਹੈ। ਉਨ੍ਹਾਂ ਕਿਹਾ ਕਿ ਸਾਨੂੰ ਸਾਰਿਆਂ ਨੂੰ ਮਿਲ ਕੇ ਔਰਤਾਂ ਦੀ ਸੁਰੱਖਿਆ ਅਤੇ ਸਨਮਾਨ ਲਈ ਕੰਮ ਕਰਨਾ ਚਾਹੀਦਾ ਹੈ। ਇਸ ਮੌਕੇ ਵੱਖ-ਵੱਖ ਸ਼ਖਸੀਅਤਾਂ ਨੇ ਆਪਣੇ ਵਿਚਾਰ ਸਾਂਝੇ ਕੀਤੇ ਅਤੇ ਸਮਾਜ ਭਲਾਈ ਦੇ ਕੰਮਾਂ ਵਿਚ ਵੱਧ ਚੜ੍ਹ ਕੇ ਹਿੱਸਾ ਲੈਣ ਦਾ ਸੱਦਾ ਦਿੱਤਾ। ਅੰਤ ਵਿਚ ਸਭਨਾਂ ਦਾ ਧੰਨਵਾਦ ਕੀਤਾ ਗਿਆ। xyxy=(594,172,675,207)
masthead-photo-right xyxy=(571,15,678,77)
cmyk-marks: C M Y K xyxy=(180,1081,209,1086)
article-14-body xyxy=(509,895,617,967)
article-9-p1: ਇਸ ਮੌਕੇ ਬੋਲਦਿਆਂ ਮੁੱਖ ਮਹਿਮਾਨ ਨੇ ਕਿਹਾ ਕਿ ਸਮਾਜ ਦੇ ਹਰ ਖੇਤਰ ਵਿਚ ਔਰਤਾਂ ਨੇ ਆਪਣੀ ਵੱਖਰੀ ਪਛਾਣ ਬਣਾਈ ਹੈ। ਉਨ੍ਹਾਂ ਕਿਹਾ ਕਿ ਸਾਨੂੰ ਸਾਰਿਆਂ ਨੂੰ ਮਿਲ ਕੇ ਔਰਤਾਂ ਦੀ ਸੁਰੱਖਿਆ ਅਤੇ ਸਨਮਾਨ ਲਈ ਕੰਮ ਕਰਨਾ ਚਾਹੀਦਾ ਹੈ। ਇਸ ਮੌਕੇ ਵੱਖ-ਵੱਖ ਸ਼ਖਸੀਅਤਾਂ ਨੇ ਆਪਣੇ ਵਿਚਾਰ ਸਾਂਝੇ ਕੀਤੇ ਅਤੇ ਸਮਾਜ ਭਲਾਈ ਦੇ ਕੰਮਾਂ ਵਿਚ ਵੱਧ ਚੜ੍ਹ ਕੇ ਹਿੱਸਾ ਲੈਣ ਦਾ ਸੱਦਾ ਦਿੱਤਾ। ਅੰਤ ਵਿਚ ਸਭਨਾਂ ਦਾ ਧੰਨਵਾਦ ਕੀਤਾ ਗਿਆ। xyxy=(338,514,503,567)
masthead-edition-line2: ਲੁਧਿਆਣਾ, ਚੰਡੀਗੜ੍ਹ xyxy=(372,28,420,34)
portrait-photo-3 xyxy=(280,790,332,844)
article-14-lead: ਹੁਸ਼ਿਆਰਪੁਰ, 8 ਮਾਰਚ (ਨਿੱਜੀ ਪੱਤਰ ਪ੍ਰੇਰਕ)- ਅੰਤਰਰਾਸ਼ਟਰੀ ਮਹਿਲਾ ਦਿਵਸ ਮੌਕੇ ਸਥਾਨਕ ਸ਼ਹਿਰ ਵਿਚ ਵੱਖ-ਵੱਖ ਸਮਾਗਮ ਕਰਵਾਏ ਗਏ। ਇਸ ਮੌਕੇ ਮਹਿਲਾਵਾਂ ਨੂੰ ਸਨਮਾਨਿਤ ਕੀਤਾ ਗਿਆ ਅਤੇ ਉਨ੍ਹਾਂ ਦੇ ਅਧਿਕਾਰਾਂ ਬਾਰੇ ਜਾਣਕਾਰੀ ਦਿੱਤੀ ਗਈ। xyxy=(509,895,617,910)
brand-logo-text: ਅਜੀਤ xyxy=(447,25,517,55)
article-c3-3 xyxy=(338,349,503,421)
headline-6: ਸ਼ਹੀਦਾਂ ਦੇ ਖੇਤਰ 'ਚ ਹੁਸ਼ਿਆਰਪੁਰ ਦੀ ਬਰਾਬਰਤਾ : ਦੀ. ਲੋਕਾ xyxy=(197,389,307,396)
article-4-body xyxy=(172,306,250,386)
headline-16: ਬੇਸ਼ ਮਹਿਲਾ ਨੂੰ ਸੈਮਰੇ ਨਾਲ ਸਬੰਧ ਵਿਚ ਸ਼ਬਦ ਅਖਿਲ ਵਿਆਪੀਆਂ xyxy=(172,776,332,784)
article-12-p2: ਇਸ ਮੌਕੇ ਬੋਲਦਿਆਂ ਮੁੱਖ ਮਹਿਮਾਨ ਨੇ ਕਿਹਾ ਕਿ ਸਮਾਜ ਦੇ ਹਰ ਖੇਤਰ ਵਿਚ ਔਰਤਾਂ ਨੇ ਆਪਣੀ ਵੱਖਰੀ ਪਛਾਣ ਬਣਾਈ ਹੈ। ਉਨ੍ਹਾਂ ਕਿਹਾ ਕਿ ਸਾਨੂੰ ਸਾਰਿਆਂ ਨੂੰ ਮਿਲ ਕੇ ਔਰਤਾਂ ਦੀ ਸੁਰੱਖਿਆ ਅਤੇ ਸਨਮਾਨ ਲਈ ਕੰਮ ਕਰਨਾ ਚਾਹੀਦਾ ਹੈ। ਇਸ ਮੌਕੇ ਵੱਖ-ਵੱਖ ਸ਼ਖਸੀਅਤਾਂ ਨੇ ਆਪਣੇ ਵਿਚਾਰ ਸਾਂਝੇ ਕੀਤੇ ਅਤੇ ਸਮਾਜ ਭਲਾਈ ਦੇ ਕੰਮਾਂ ਵਿਚ ਵੱਧ ਚੜ੍ਹ ਕੇ ਹਿੱਸਾ ਲੈਣ ਦਾ ਸੱਦਾ ਦਿੱਤਾ। ਅੰਤ ਵਿਚ ਸਭਨਾਂ ਦਾ ਧੰਨਵਾਦ ਕੀਤਾ ਗਿਆ। xyxy=(338,752,419,787)
news-photo-2-caption: ਅੰਤਰਰਾਸ਼ਟਰੀ ਮਹਿਲਾ ਦਿਵਸ ਮੌਕੇ ਸਨਮਾਨਿਤ ਕਰਦੇ ਹੋਏ ਮਹਿਮਾਨ। xyxy=(46,306,134,311)
headline-3: ਬਿਜਲੀ ਬੋਰਡ ਕਰਮਚਾਰੀ xyxy=(564,160,620,168)
article-8-body: ਹੁਸ਼ਿਆਰਪੁਰ, 8 ਮਾਰਚ (ਨਿੱਜੀ ਪੱਤਰ ਪ੍ਰੇਰਕ)- ਅੰਤਰਰਾਸ਼ਟਰੀ ਮਹਿਲਾ ਦਿਵਸ ਮੌਕੇ ਸਥਾਨਕ ਸ਼ਹਿਰ ਵਿਚ ਵੱਖ-ਵੱਖ ਸਮਾਗਮ ਕਰਵਾਏ ਗਏ। ਇਸ ਮੌਕੇ ਮਹਿਲਾਵਾਂ ਨੂੰ ਸਨਮਾਨਿਤ ਕੀਤਾ ਗਿਆ ਅਤੇ ਉਨ੍ਹਾਂ ਦੇ ਅਧਿਕਾਰਾਂ ਬਾਰੇ ਜਾਣਕਾਰੀ ਦਿੱਤੀ ਗਈ। xyxy=(252,510,330,535)
ad-body-2: ਹੁਸ਼ਿਆਰਪੁਰ, 8 ਮਾਰਚ (ਨਿੱਜੀ ਪੱਤਰ ਪ੍ਰੇਰਕ)- ਅੰਤਰਰਾਸ਼ਟਰੀ ਮਹਿਲਾ ਦਿਵਸ ਮੌਕੇ ਸਥਾਨਕ ਸ਼ਹਿਰ ਵਿਚ ਵੱਖ-ਵੱਖ ਸਮਾਗਮ ਕਰਵਾਏ ਗਏ। ਇਸ ਮੌਕੇ ਮਹਿਲਾਵਾਂ ਨੂੰ ਸਨਮਾਨਿਤ ਕੀਤਾ ਗਿਆ ਅਤੇ ਉਨ੍ਹਾਂ ਦੇ ਅਧਿਕਾਰਾਂ ਬਾਰੇ ਜਾਣਕਾਰੀ ਦਿੱਤੀ ਗਈ। xyxy=(17,141,163,151)
news-photo-3-caption: ਬਰਸੀ ਸਮਾਗਮ ਵਿਚ ਸ਼ਾਮਲ ਹੋਏ ਪਰਿਵਾਰਕ ਮੈਂਬਰ। xyxy=(56,667,124,672)
print-header: 1/2/2026 Hoshiarpur-6.qxd (1.0) 1:31:33 Page 1 xyxy=(10,3,109,8)
article-6-lead: ਹੁਸ਼ਿਆਰਪੁਰ, 8 ਮਾਰਚ (ਨਿੱਜੀ ਪੱਤਰ ਪ੍ਰੇਰਕ)- ਅੰਤਰਰਾਸ਼ਟਰੀ ਮਹਿਲਾ ਦਿਵਸ ਮੌਕੇ ਸਥਾਨਕ ਸ਼ਹਿਰ ਵਿਚ ਵੱਖ-ਵੱਖ ਸਮਾਗਮ ਕਰਵਾਏ ਗਏ। ਇਸ ਮੌਕੇ ਮਹਿਲਾਵਾਂ ਨੂੰ ਸਨਮਾਨਿਤ ਕੀਤਾ ਗਿਆ ਅਤੇ ਉਨ੍ਹਾਂ ਦੇ ਅਧਿਕਾਰਾਂ ਬਾਰੇ ਜਾਣਕਾਰੀ ਦਿੱਤੀ ਗਈ। xyxy=(172,401,224,436)
article-17-p2: ਇਸ ਮੌਕੇ ਬੋਲਦਿਆਂ ਮੁੱਖ ਮਹਿਮਾਨ ਨੇ ਕਿਹਾ ਕਿ ਸਮਾਜ ਦੇ ਹਰ ਖੇਤਰ ਵਿਚ ਔਰਤਾਂ ਨੇ ਆਪਣੀ ਵੱਖਰੀ ਪਛਾਣ ਬਣਾਈ ਹੈ। ਉਨ੍ਹਾਂ ਕਿਹਾ ਕਿ ਸਾਨੂੰ ਸਾਰਿਆਂ ਨੂੰ ਮਿਲ ਕੇ ਔਰਤਾਂ ਦੀ ਸੁਰੱਖਿਆ ਅਤੇ ਸਨਮਾਨ ਲਈ ਕੰਮ ਕਰਨਾ ਚਾਹੀਦਾ ਹੈ। ਇਸ ਮੌਕੇ ਵੱਖ-ਵੱਖ ਸ਼ਖਸੀਅਤਾਂ ਨੇ ਆਪਣੇ ਵਿਚਾਰ ਸਾਂਝੇ ਕੀਤੇ ਅਤੇ ਸਮਾਜ ਭਲਾਈ ਦੇ ਕੰਮਾਂ ਵਿਚ ਵੱਧ ਚੜ੍ਹ ਕੇ ਹਿੱਸਾ ਲੈਣ ਦਾ ਸੱਦਾ ਦਿੱਤਾ। ਅੰਤ ਵਿਚ ਸਭਨਾਂ ਦਾ ਧੰਨਵਾਦ ਕੀਤਾ ਗਿਆ। xyxy=(422,990,503,1025)
article-16-lead: ਹੁਸ਼ਿਆਰਪੁਰ, 8 ਮਾਰਚ (ਨਿੱਜੀ ਪੱਤਰ ਪ੍ਰੇਰਕ)- ਅੰਤਰਰਾਸ਼ਟਰੀ ਮਹਿਲਾ ਦਿਵਸ ਮੌਕੇ ਸਥਾਨਕ ਸ਼ਹਿਰ ਵਿਚ ਵੱਖ-ਵੱਖ ਸਮਾਗਮ ਕਰਵਾਏ ਗਏ। ਇਸ ਮੌਕੇ ਮਹਿਲਾਵਾਂ ਨੂੰ ਸਨਮਾਨਿਤ ਕੀਤਾ ਗਿਆ ਅਤੇ ਉਨ੍ਹਾਂ ਦੇ ਅਧਿਕਾਰਾਂ ਬਾਰੇ ਜਾਣਕਾਰੀ ਦਿੱਤੀ ਗਈ। xyxy=(172,789,277,809)
article-3-p2: ਹੁਸ਼ਿਆਰਪੁਰ, 8 ਮਾਰਚ (ਨਿੱਜੀ ਪੱਤਰ ਪ੍ਰੇਰਕ)- ਅੰਤਰਰਾਸ਼ਟਰੀ ਮਹਿਲਾ ਦਿਵਸ ਮੌਕੇ ਸਥਾਨਕ ਸ਼ਹਿਰ ਵਿਚ ਵੱਖ-ਵੱਖ ਸਮਾਗਮ ਕਰਵਾਏ ਗਏ। ਇਸ ਮੌਕੇ ਮਹਿਲਾਵਾਂ ਨੂੰ ਸਨਮਾਨਿਤ ਕੀਤਾ ਗਿਆ ਅਤੇ ਉਨ੍ਹਾਂ ਦੇ ਅਧਿਕਾਰਾਂ ਬਾਰੇ ਜਾਣਕਾਰੀ ਦਿੱਤੀ ਗਈ। xyxy=(594,210,675,230)
article-5-lead: ਹੁਸ਼ਿਆਰਪੁਰ, 8 ਮਾਰਚ (ਨਿੱਜੀ ਪੱਤਰ ਪ੍ਰੇਰਕ)- ਅੰਤਰਰਾਸ਼ਟਰੀ ਮਹਿਲਾ ਦਿਵਸ ਮੌਕੇ ਸਥਾਨਕ ਸ਼ਹਿਰ ਵਿਚ ਵੱਖ-ਵੱਖ ਸਮਾਗਮ ਕਰਵਾਏ ਗਏ। ਇਸ ਮੌਕੇ ਮਹਿਲਾਵਾਂ ਨੂੰ ਸਨਮਾਨਿਤ ਕੀਤਾ ਗਿਆ ਅਤੇ ਉਨ੍ਹਾਂ ਦੇ ਅਧਿਕਾਰਾਂ ਬਾਰੇ ਜਾਣਕਾਰੀ ਦਿੱਤੀ ਗਈ। xyxy=(568,399,675,413)
article-13-p2: ਇਸ ਮੌਕੇ ਬੋਲਦਿਆਂ ਮੁੱਖ ਮਹਿਮਾਨ ਨੇ ਕਿਹਾ ਕਿ ਸਮਾਜ ਦੇ ਹਰ ਖੇਤਰ ਵਿਚ ਔਰਤਾਂ ਨੇ ਆਪਣੀ ਵੱਖਰੀ ਪਛਾਣ ਬਣਾਈ ਹੈ। ਉਨ੍ਹਾਂ ਕਿਹਾ ਕਿ ਸਾਨੂੰ ਸਾਰਿਆਂ ਨੂੰ ਮਿਲ ਕੇ ਔਰਤਾਂ ਦੀ ਸੁਰੱਖਿਆ ਅਤੇ ਸਨਮਾਨ ਲਈ ਕੰਮ ਕਰਨਾ ਚਾਹੀਦਾ ਹੈ। ਇਸ ਮੌਕੇ ਵੱਖ-ਵੱਖ ਸ਼ਖਸੀਅਤਾਂ ਨੇ ਆਪਣੇ ਵਿਚਾਰ ਸਾਂਝੇ ਕੀਤੇ ਅਤੇ ਸਮਾਜ ਭਲਾਈ ਦੇ ਕੰਮਾਂ ਵਿਚ ਵੱਧ ਚੜ੍ਹ ਕੇ ਹਿੱਸਾ ਲੈਣ ਦਾ ਸੱਦਾ ਦਿੱਤਾ। ਅੰਤ ਵਿਚ ਸਭਨਾਂ ਦਾ ਧੰਨਵਾਦ ਕੀਤਾ ਗਿਆ। xyxy=(594,699,675,734)
masthead-photo-left xyxy=(9,15,61,77)
article-2-p1: ਇਸ ਮੌਕੇ ਬੋਲਦਿਆਂ ਮੁੱਖ ਮਹਿਮਾਨ ਨੇ ਕਿਹਾ ਕਿ ਸਮਾਜ ਦੇ ਹਰ ਖੇਤਰ ਵਿਚ ਔਰਤਾਂ ਨੇ ਆਪਣੀ ਵੱਖਰੀ ਪਛਾਣ ਬਣਾਈ ਹੈ। ਉਨ੍ਹਾਂ ਕਿਹਾ ਕਿ ਸਾਨੂੰ ਸਾਰਿਆਂ ਨੂੰ ਮਿਲ ਕੇ ਔਰਤਾਂ ਦੀ ਸੁਰੱਖਿਆ ਅਤੇ ਸਨਮਾਨ ਲਈ ਕੰਮ ਕਰਨਾ ਚਾਹੀਦਾ ਹੈ। ਇਸ ਮੌਕੇ ਵੱਖ-ਵੱਖ ਸ਼ਖਸੀਅਤਾਂ ਨੇ ਆਪਣੇ ਵਿਚਾਰ ਸਾਂਝੇ ਕੀਤੇ ਅਤੇ ਸਮਾਜ ਭਲਾਈ ਦੇ ਕੰਮਾਂ ਵਿਚ ਵੱਧ ਚੜ੍ਹ ਕੇ ਹਿੱਸਾ ਲੈਣ ਦਾ ਸੱਦਾ ਦਿੱਤਾ। ਅੰਤ ਵਿਚ ਸਭਨਾਂ ਦਾ ਧੰਨਵਾਦ ਕੀਤਾ ਗਿਆ। xyxy=(509,195,590,230)
news-photo-4-caption: ਅੰਤਰਰਾਸ਼ਟਰੀ ਮਹਿਲਾ ਦਿਵਸ ਮੌਕੇ ਸਨਮਾਨਿਤ ਕਰਦੇ ਹੋਏ ਮਹਿਮਾਨ। xyxy=(208,195,296,200)
article-1-p2: ਇਸ ਮੌਕੇ ਬੋਲਦਿਆਂ ਮੁੱਖ ਮਹਿਮਾਨ ਨੇ ਕਿਹਾ ਕਿ ਸਮਾਜ ਦੇ ਹਰ ਖੇਤਰ ਵਿਚ ਔਰਤਾਂ ਨੇ ਆਪਣੀ ਵੱਖਰੀ ਪਛਾਣ ਬਣਾਈ ਹੈ। ਉਨ੍ਹਾਂ ਕਿਹਾ ਕਿ ਸਾਨੂੰ ਸਾਰਿਆਂ ਨੂੰ ਮਿਲ ਕੇ ਔਰਤਾਂ ਦੀ ਸੁਰੱਖਿਆ ਅਤੇ ਸਨਮਾਨ ਲਈ ਕੰਮ ਕਰਨਾ ਚਾਹੀਦਾ ਹੈ। ਇਸ ਮੌਕੇ ਵੱਖ-ਵੱਖ ਸ਼ਖਸੀਅਤਾਂ ਨੇ ਆਪਣੇ ਵਿਚਾਰ ਸਾਂਝੇ ਕੀਤੇ ਅਤੇ ਸਮਾਜ ਭਲਾਈ ਦੇ ਕੰਮਾਂ ਵਿਚ ਵੱਧ ਚੜ੍ਹ ਕੇ ਹਿੱਸਾ ਲੈਣ ਦਾ ਸੱਦਾ ਦਿੱਤਾ। ਅੰਤ ਵਿਚ ਸਭਨਾਂ ਦਾ ਧੰਨਵਾਦ ਕੀਤਾ ਗਿਆ। xyxy=(172,201,250,236)
article-19-lead: ਹੁਸ਼ਿਆਰਪੁਰ, 8 ਮਾਰਚ (ਨਿੱਜੀ ਪੱਤਰ ਪ੍ਰੇਰਕ)- ਅੰਤਰਰਾਸ਼ਟਰੀ ਮਹਿਲਾ ਦਿਵਸ ਮੌਕੇ ਸਥਾਨਕ ਸ਼ਹਿਰ ਵਿਚ ਵੱਖ-ਵੱਖ ਸਮਾਗਮ ਕਰਵਾਏ ਗਏ। ਇਸ ਮੌਕੇ ਮਹਿਲਾਵਾਂ ਨੂੰ ਸਨਮਾਨਿਤ ਕੀਤਾ ਗਿਆ ਅਤੇ ਉਨ੍ਹਾਂ ਦੇ ਅਧਿਕਾਰਾਂ ਬਾਰੇ ਜਾਣਕਾਰੀ ਦਿੱਤੀ ਗਈ। xyxy=(14,329,88,354)
article-top-c3-lead: ਹੁਸ਼ਿਆਰਪੁਰ, 8 ਮਾਰਚ (ਨਿੱਜੀ ਪੱਤਰ ਪ੍ਰੇਰਕ)- ਅੰਤਰਰਾਸ਼ਟਰੀ ਮਹਿਲਾ ਦਿਵਸ ਮੌਕੇ ਸਥਾਨਕ ਸ਼ਹਿਰ ਵਿਚ ਵੱਖ-ਵੱਖ ਸਮਾਗਮ ਕਰਵਾਏ ਗਏ। ਇਸ ਮੌਕੇ ਮਹਿਲਾਵਾਂ ਨੂੰ ਸਨਮਾਨਿਤ ਕੀਤਾ ਗਿਆ ਅਤੇ ਉਨ੍ਹਾਂ ਦੇ ਅਧਿਕਾਰਾਂ ਬਾਰੇ ਜਾਣਕਾਰੀ ਦਿੱਤੀ ਗਈ। xyxy=(338,88,419,112)
portrait-2-name: ਡਾ. ਦਲਜੀਤ ਸਿੰਘ xyxy=(239,451,263,456)
article-12-p1: ਇਸ ਮੌਕੇ ਬੋਲਦਿਆਂ ਮੁੱਖ ਮਹਿਮਾਨ ਨੇ ਕਿਹਾ ਕਿ ਸਮਾਜ ਦੇ ਹਰ ਖੇਤਰ ਵਿਚ ਔਰਤਾਂ ਨੇ ਆਪਣੀ ਵੱਖਰੀ ਪਛਾਣ ਬਣਾਈ ਹੈ। ਉਨ੍ਹਾਂ ਕਿਹਾ ਕਿ ਸਾਨੂੰ ਸਾਰਿਆਂ ਨੂੰ ਮਿਲ ਕੇ ਔਰਤਾਂ ਦੀ ਸੁਰੱਖਿਆ ਅਤੇ ਸਨਮਾਨ ਲਈ ਕੰਮ ਕਰਨਾ ਚਾਹੀਦਾ ਹੈ। ਇਸ ਮੌਕੇ ਵੱਖ-ਵੱਖ ਸ਼ਖਸੀਅਤਾਂ ਨੇ ਆਪਣੇ ਵਿਚਾਰ ਸਾਂਝੇ ਕੀਤੇ ਅਤੇ ਸਮਾਜ ਭਲਾਈ ਦੇ ਕੰਮਾਂ ਵਿਚ ਵੱਧ ਚੜ੍ਹ ਕੇ ਹਿੱਸਾ ਲੈਣ ਦਾ ਸੱਦਾ ਦਿੱਤਾ। ਅੰਤ ਵਿਚ ਸਭਨਾਂ ਦਾ ਧੰਨਵਾਦ ਕੀਤਾ ਗਿਆ। xyxy=(338,690,446,715)
article-top-c3-p1: ਇਸ ਮੌਕੇ ਬੋਲਦਿਆਂ ਮੁੱਖ ਮਹਿਮਾਨ ਨੇ ਕਿਹਾ ਕਿ ਸਮਾਜ ਦੇ ਹਰ ਖੇਤਰ ਵਿਚ ਔਰਤਾਂ ਨੇ ਆਪਣੀ ਵੱਖਰੀ ਪਛਾਣ ਬਣਾਈ ਹੈ। ਉਨ੍ਹਾਂ ਕਿਹਾ ਕਿ ਸਾਨੂੰ ਸਾਰਿਆਂ ਨੂੰ ਮਿਲ ਕੇ ਔਰਤਾਂ ਦੀ ਸੁਰੱਖਿਆ ਅਤੇ ਸਨਮਾਨ ਲਈ ਕੰਮ ਕਰਨਾ ਚਾਹੀਦਾ ਹੈ। ਇਸ ਮੌਕੇ ਵੱਖ-ਵੱਖ ਸ਼ਖਸੀਅਤਾਂ ਨੇ ਆਪਣੇ ਵਿਚਾਰ ਸਾਂਝੇ ਕੀਤੇ ਅਤੇ ਸਮਾਜ ਭਲਾਈ ਦੇ ਕੰਮਾਂ ਵਿਚ ਵੱਧ ਚੜ੍ਹ ਕੇ ਹਿੱਸਾ ਲੈਣ ਦਾ ਸੱਦਾ ਦਿੱਤਾ। ਅੰਤ ਵਿਚ ਸਭਨਾਂ ਦਾ ਧੰਨਵਾਦ ਕੀਤਾ ਗਿਆ। xyxy=(422,88,503,122)
news-photo-4 xyxy=(257,109,332,153)
article-5-body xyxy=(568,399,675,485)
portrait-photo-5 xyxy=(509,399,565,459)
article-1-p1: ਇਸ ਮੌਕੇ ਬੋਲਦਿਆਂ ਮੁੱਖ ਮਹਿਮਾਨ ਨੇ ਕਿਹਾ ਕਿ ਸਮਾਜ ਦੇ ਹਰ ਖੇਤਰ ਵਿਚ ਔਰਤਾਂ ਨੇ ਆਪਣੀ ਵੱਖਰੀ ਪਛਾਣ ਬਣਾਈ ਹੈ। ਉਨ੍ਹਾਂ ਕਿਹਾ ਕਿ ਸਾਨੂੰ ਸਾਰਿਆਂ ਨੂੰ ਮਿਲ ਕੇ ਔਰਤਾਂ ਦੀ ਸੁਰੱਖਿਆ ਅਤੇ ਸਨਮਾਨ ਲਈ ਕੰਮ ਕਰਨਾ ਚਾਹੀਦਾ ਹੈ। ਇਸ ਮੌਕੇ ਵੱਖ-ਵੱਖ ਸ਼ਖਸੀਅਤਾਂ ਨੇ ਆਪਣੇ ਵਿਚਾਰ ਸਾਂਝੇ ਕੀਤੇ ਅਤੇ ਸਮਾਜ ਭਲਾਈ ਦੇ ਕੰਮਾਂ ਵਿਚ ਵੱਧ ਚੜ੍ਹ ਕੇ ਹਿੱਸਾ ਲੈਣ ਦਾ ਸੱਦਾ ਦਿੱਤਾ। ਅੰਤ ਵਿਚ ਸਭਨਾਂ ਦਾ ਧੰਨਵਾਦ ਕੀਤਾ ਗਿਆ। xyxy=(172,132,254,167)
ad-photo-caption: ਸ੍ਰੀ ਹਰਿਮੰਦਰ ਸਾਹਿਬ xyxy=(75,135,105,140)
portrait-3-name: ਕਾ. ਹਰਪ੍ਰਸ਼ ਸਿੰਘ xyxy=(293,843,319,848)
headline-1: ਵਿਸ਼ਵ ਵਲਾਨ ਸੰਬੰਧਾਲ ਵਿਚ ਅੰਤਰਰਾਸ਼ਟਰੀ ਮਹਿਲਾ ਦਿਵਸ ਮਨਾਇਆ xyxy=(179,88,325,104)
article-12-cont xyxy=(338,752,503,872)
headline-17: ਡਾ. ਦਲਜੀਤ ਸਿੰਘ ਦਾ ਸਿੱਖਣੇ ਨਾਮ ਅੱਗੇ ਨਾਲ ਕੀਤਾ ਅਖਿਆ ਸੰਸਕਾਰ xyxy=(338,949,503,971)
article-4-lead: ਹੁਸ਼ਿਆਰਪੁਰ, 8 ਮਾਰਚ (ਨਿੱਜੀ ਪੱਤਰ ਪ੍ਰੇਰਕ)- ਅੰਤਰਰਾਸ਼ਟਰੀ ਮਹਿਲਾ ਦਿਵਸ ਮੌਕੇ ਸਥਾਨਕ ਸ਼ਹਿਰ ਵਿਚ ਵੱਖ-ਵੱਖ ਸਮਾਗਮ ਕਰਵਾਏ ਗਏ। ਇਸ ਮੌਕੇ ਮਹਿਲਾਵਾਂ ਨੂੰ ਸਨਮਾਨਿਤ ਕੀਤਾ ਗਿਆ ਅਤੇ ਉਨ੍ਹਾਂ ਦੇ ਅਧਿਕਾਰਾਂ ਬਾਰੇ ਜਾਣਕਾਰੀ ਦਿੱਤੀ ਗਈ। xyxy=(172,305,250,330)
masthead-title-line2: ਮੁਕੱਦੀਆਂ xyxy=(253,38,311,57)
headline-19: ਰੋਜ਼ ਕੇ ਕਾਰਜਸ਼ੇਲਾ 'ਚ ਹੁਸ਼ਿਆਰਪੁਰ ਦੀ ਵਿਸ਼ਵ ਦਾ ਮਨਾਇਆ xyxy=(15,316,165,324)
news-photo-3 xyxy=(14,599,166,667)
masthead-date: ਸ਼ਨਿਚਰਵਾਰ, 9 ਮਾਰਚ 2026 xyxy=(448,61,522,68)
article-19-p1: ਇਸ ਮੌਕੇ ਬੋਲਦਿਆਂ ਮੁੱਖ ਮਹਿਮਾਨ ਨੇ ਕਿਹਾ ਕਿ ਸਮਾਜ ਦੇ ਹਰ ਖੇਤਰ ਵਿਚ ਔਰਤਾਂ ਨੇ ਆਪਣੀ ਵੱਖਰੀ ਪਛਾਣ ਬਣਾਈ ਹੈ। ਉਨ੍ਹਾਂ ਕਿਹਾ ਕਿ ਸਾਨੂੰ ਸਾਰਿਆਂ ਨੂੰ ਮਿਲ ਕੇ ਔਰਤਾਂ ਦੀ ਸੁਰੱਖਿਆ ਅਤੇ ਸਨਮਾਨ ਲਈ ਕੰਮ ਕਰਨਾ ਚਾਹੀਦਾ ਹੈ। ਇਸ ਮੌਕੇ ਵੱਖ-ਵੱਖ ਸ਼ਖਸੀਅਤਾਂ ਨੇ ਆਪਣੇ ਵਿਚਾਰ ਸਾਂਝੇ ਕੀਤੇ ਅਤੇ ਸਮਾਜ ਭਲਾਈ ਦੇ ਕੰਮਾਂ ਵਿਚ ਵੱਧ ਚੜ੍ਹ ਕੇ ਹਿੱਸਾ ਲੈਣ ਦਾ ਸੱਦਾ ਦਿੱਤਾ। ਅੰਤ ਵਿਚ ਸਭਨਾਂ ਦਾ ਧੰਨਵਾਦ ਕੀਤਾ ਗਿਆ। xyxy=(14,329,166,387)
article-18-body xyxy=(564,985,674,1077)
masthead xyxy=(9,15,678,77)
column-4 xyxy=(509,88,675,1135)
news-photo-1-caption: ਸਮਾਗਮ ਦੌਰਾਨ ਹਾਜ਼ਰ ਸ਼ਖਸੀਅਤਾਂ। xyxy=(66,248,114,253)
article-1-p3: ਹੁਸ਼ਿਆਰਪੁਰ, 8 ਮਾਰਚ (ਨਿੱਜੀ ਪੱਤਰ ਪ੍ਰੇਰਕ)- ਅੰਤਰਰਾਸ਼ਟਰੀ ਮਹਿਲਾ ਦਿਵਸ ਮੌਕੇ ਸਥਾਨਕ ਸ਼ਹਿਰ ਵਿਚ ਵੱਖ-ਵੱਖ ਸਮਾਗਮ ਕਰਵਾਏ ਗਏ। ਇਸ ਮੌਕੇ ਮਹਿਲਾਵਾਂ ਨੂੰ ਸਨਮਾਨਿਤ ਕੀਤਾ ਗਿਆ ਅਤੇ ਉਨ੍ਹਾਂ ਦੇ ਅਧਿਕਾਰਾਂ ਬਾਰੇ ਜਾਣਕਾਰੀ ਦਿੱਤੀ ਗਈ। xyxy=(254,201,332,226)
article-16-p1: ਇਸ ਮੌਕੇ ਬੋਲਦਿਆਂ ਮੁੱਖ ਮਹਿਮਾਨ ਨੇ ਕਿਹਾ ਕਿ ਸਮਾਜ ਦੇ ਹਰ ਖੇਤਰ ਵਿਚ ਔਰਤਾਂ ਨੇ ਆਪਣੀ ਵੱਖਰੀ ਪਛਾਣ ਬਣਾਈ ਹੈ। ਉਨ੍ਹਾਂ ਕਿਹਾ ਕਿ ਸਾਨੂੰ ਸਾਰਿਆਂ ਨੂੰ ਮਿਲ ਕੇ ਔਰਤਾਂ ਦੀ ਸੁਰੱਖਿਆ ਅਤੇ ਸਨਮਾਨ ਲਈ ਕੰਮ ਕਰਨਾ ਚਾਹੀਦਾ ਹੈ। ਇਸ ਮੌਕੇ ਵੱਖ-ਵੱਖ ਸ਼ਖਸੀਅਤਾਂ ਨੇ ਆਪਣੇ ਵਿਚਾਰ ਸਾਂਝੇ ਕੀਤੇ ਅਤੇ ਸਮਾਜ ਭਲਾਈ ਦੇ ਕੰਮਾਂ ਵਿਚ ਵੱਧ ਚੜ੍ਹ ਕੇ ਹਿੱਸਾ ਲੈਣ ਦਾ ਸੱਦਾ ਦਿੱਤਾ। ਅੰਤ ਵਿਚ ਸਭਨਾਂ ਦਾ ਧੰਨਵਾਦ ਕੀਤਾ ਗਿਆ। xyxy=(172,812,277,842)
column-1 xyxy=(14,88,166,854)
article-c3-2-p1: ਇਸ ਮੌਕੇ ਬੋਲਦਿਆਂ ਮੁੱਖ ਮਹਿਮਾਨ ਨੇ ਕਿਹਾ ਕਿ ਸਮਾਜ ਦੇ ਹਰ ਖੇਤਰ ਵਿਚ ਔਰਤਾਂ ਨੇ ਆਪਣੀ ਵੱਖਰੀ ਪਛਾਣ ਬਣਾਈ ਹੈ। ਉਨ੍ਹਾਂ ਕਿਹਾ ਕਿ ਸਾਨੂੰ ਸਾਰਿਆਂ ਨੂੰ ਮਿਲ ਕੇ ਔਰਤਾਂ ਦੀ ਸੁਰੱਖਿਆ ਅਤੇ ਸਨਮਾਨ ਲਈ ਕੰਮ ਕਰਨਾ ਚਾਹੀਦਾ ਹੈ। ਇਸ ਮੌਕੇ ਵੱਖ-ਵੱਖ ਸ਼ਖਸੀਅਤਾਂ ਨੇ ਆਪਣੇ ਵਿਚਾਰ ਸਾਂਝੇ ਕੀਤੇ ਅਤੇ ਸਮਾਜ ਭਲਾਈ ਦੇ ਕੰਮਾਂ ਵਿਚ ਵੱਧ ਚੜ੍ਹ ਕੇ ਹਿੱਸਾ ਲੈਣ ਦਾ ਸੱਦਾ ਦਿੱਤਾ। ਅੰਤ ਵਿਚ ਸਭਨਾਂ ਦਾ ਧੰਨਵਾਦ ਕੀਤਾ ਗਿਆ। xyxy=(338,251,419,286)
news-photo-car-caption: ਕਾਰ ਸਮੇਤ ਕਾਬੂ ਕੀਤਾ ਗਿਆ ਦੋਸ਼ੀ। xyxy=(267,586,315,591)
headline-18: ਭੋਗ 'ਤੇ ਵਿਚਾਰ : ਗੋਵਿੰਦ ਸਿੰਘ ਸੰਧੂ xyxy=(549,972,635,980)
article-3-body xyxy=(594,173,675,373)
article-16-body xyxy=(172,790,277,886)
brand-logo xyxy=(427,25,537,59)
masthead-editions xyxy=(361,21,431,35)
headline-11: ਅੰਗਰ ਰੈਲੀ ਨੂੰ ਲੈ ਕੇ ਵਡਾਲਾਂ ਵਰਕਰਾਂ 'ਚ ਭਾਰੀ ਉਤਸ਼ਾਹ - ਐਡਵੋਕੇਟ ਸਿੱਧੂ xyxy=(182,599,322,615)
news-photo-7 xyxy=(172,621,332,679)
news-photo-10-caption: ਸਰਬੱਤ ਦੇ ਭਲੇ ਲਈ ਅਰਦਾਸ ਕਰਦੇ ਹੋਏ। xyxy=(393,938,448,943)
portrait-photo-4 xyxy=(449,672,503,728)
imprint-line2: for Sadhu Singh Hamdard Trust, Ajit Bhawan, Jalandhar xyxy=(547,1111,637,1116)
